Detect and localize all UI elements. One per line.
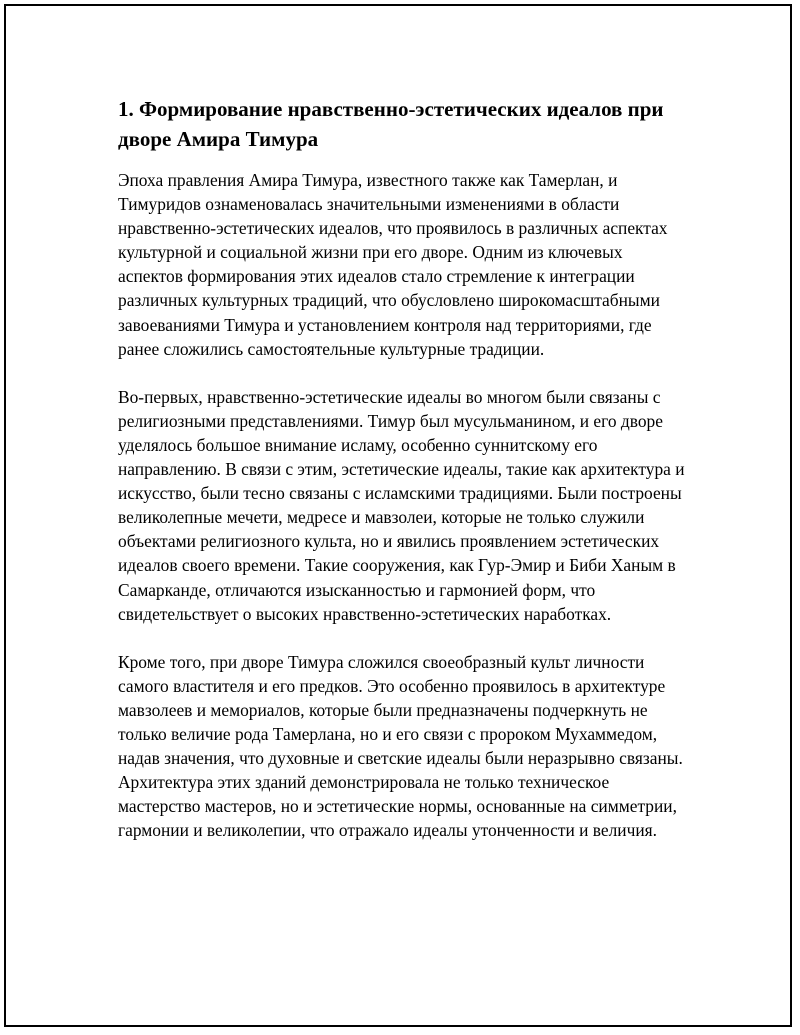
- paragraph-3: Кроме того, при дворе Тимура сложился своеобразный культ личности самого властителя и его предков. Это особенно проявилось в архитектуре мавзолеев и мемориалов, которые были предназначены подчеркнуть не только величие рода Тамерлана, но и его связи с пророком Мухаммедом, надав значения, что духовные и светские идеалы были неразрывно связаны. Архитектура этих зданий демонстрировала не только техническое мастерство мастеров, но и эстетические нормы, основанные на симметрии, гармонии и великолепии, что отражало идеалы утонченности и величия.: [118, 651, 683, 841]
- paragraph-2: Во-первых, нравственно-эстетические идеалы во многом были связаны с религиозными представлениями. Тимур был мусульманином, и его дворе уделялось большое внимание исламу, особенно суннитскому его направлению. В связи с этим, эстетические идеалы, такие как архитектура и искусство, были тесно связаны с исламскими традициями. Были построены великолепные мечети, медресе и мавзолеи, которые не только служили объектами религиозного культа, но и явились проявлением эстетических идеалов своего времени. Такие сооружения, как Гур-Эмир и Биби Ханым в Самарканде, отличаются изысканностью и гармонией форм, что свидетельствует о высоких нравственно-эстетических наработках.: [118, 386, 685, 624]
- section-heading: 1. Формирование нравственно-эстетических идеалов при дворе Амира Тимура: [118, 97, 664, 151]
- paragraph-1: Эпоха правления Амира Тимура, известного также как Тамерлан, и Тимуридов ознаменовалась значительными изменениями в области нравственно-эстетических идеалов, что проявилось в различных аспектах культурной и социальной жизни при его дворе. Одним из ключевых аспектов формирования этих идеалов стало стремление к интеграции различных культурных традиций, что обусловлено широкомасштабными завоеваниями Тимура и установлением контроля над территориями, где ранее сложились самостоятельные культурные традиции.: [118, 170, 668, 359]
- document-body: [118, 94, 688, 866]
